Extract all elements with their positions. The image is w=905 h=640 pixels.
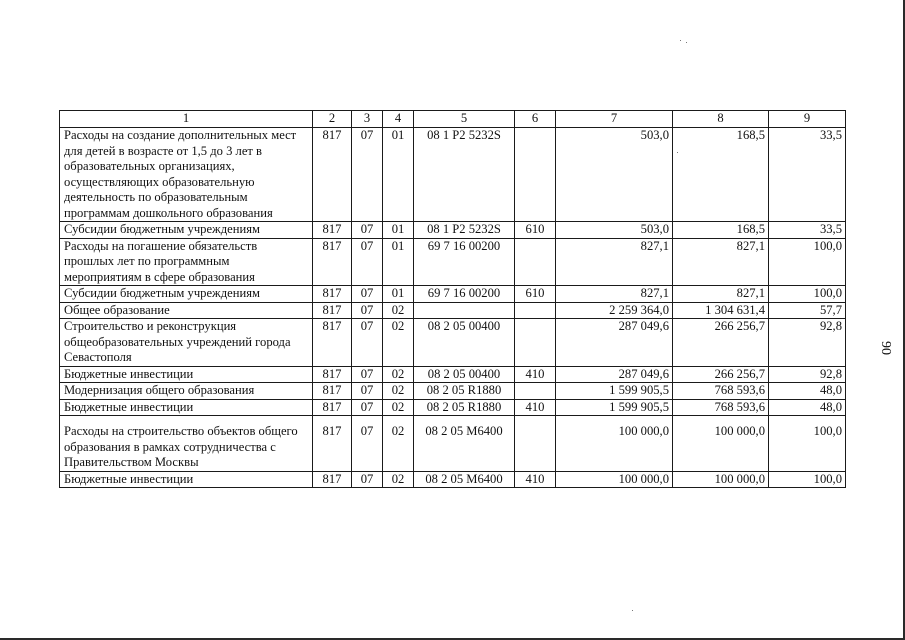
percent-cell: 33,5 (769, 222, 846, 239)
grbs-cell: 817 (313, 399, 352, 416)
subsection-cell: 02 (383, 302, 414, 319)
plan-amount-cell: 1 599 905,5 (556, 399, 673, 416)
header-row (60, 111, 846, 128)
expense-type-cell: 610 (515, 222, 556, 239)
target-article-cell: 08 1 P2 5232S (414, 128, 515, 222)
row-name-cell: Бюджетные инвестиции (60, 399, 313, 416)
table-row (60, 319, 846, 367)
expense-type-cell (515, 302, 556, 319)
scan-speck (686, 42, 687, 43)
section-cell: 07 (352, 302, 383, 319)
header-cell: 8 (673, 111, 769, 128)
header-cell: 9 (769, 111, 846, 128)
subsection-cell: 02 (383, 471, 414, 488)
percent-cell: 57,7 (769, 302, 846, 319)
grbs-cell: 817 (313, 286, 352, 303)
table-body (60, 111, 846, 488)
actual-amount-cell: 168,5 (673, 128, 769, 222)
row-name-cell: Бюджетные инвестиции (60, 366, 313, 383)
percent-cell: 92,8 (769, 319, 846, 367)
row-name-cell: Субсидии бюджетным учреждениям (60, 286, 313, 303)
grbs-cell: 817 (313, 383, 352, 400)
header-cell: 5 (414, 111, 515, 128)
target-article-cell (414, 302, 515, 319)
percent-cell: 48,0 (769, 383, 846, 400)
target-article-cell: 69 7 16 00200 (414, 286, 515, 303)
header-cell: 7 (556, 111, 673, 128)
actual-amount-cell: 827,1 (673, 286, 769, 303)
section-cell: 07 (352, 416, 383, 472)
plan-amount-cell: 287 049,6 (556, 319, 673, 367)
table-row (60, 399, 846, 416)
percent-cell: 100,0 (769, 416, 846, 472)
subsection-cell: 02 (383, 366, 414, 383)
subsection-cell: 02 (383, 399, 414, 416)
header-cell: 1 (60, 111, 313, 128)
section-cell: 07 (352, 319, 383, 367)
section-cell: 07 (352, 128, 383, 222)
grbs-cell: 817 (313, 416, 352, 472)
subsection-cell: 01 (383, 238, 414, 286)
expense-type-cell (515, 128, 556, 222)
grbs-cell: 817 (313, 238, 352, 286)
actual-amount-cell: 100 000,0 (673, 416, 769, 472)
row-name-cell: Модернизация общего образования (60, 383, 313, 400)
expense-type-cell: 410 (515, 399, 556, 416)
target-article-cell: 69 7 16 00200 (414, 238, 515, 286)
plan-amount-cell: 503,0 (556, 222, 673, 239)
budget-table (59, 110, 846, 488)
actual-amount-cell: 266 256,7 (673, 366, 769, 383)
plan-amount-cell: 827,1 (556, 238, 673, 286)
actual-amount-cell: 768 593,6 (673, 383, 769, 400)
percent-cell: 100,0 (769, 286, 846, 303)
table-row (60, 286, 846, 303)
actual-amount-cell: 768 593,6 (673, 399, 769, 416)
table-row (60, 383, 846, 400)
percent-cell: 100,0 (769, 238, 846, 286)
grbs-cell: 817 (313, 222, 352, 239)
row-name-cell: Субсидии бюджетным учреждениям (60, 222, 313, 239)
expense-type-cell: 610 (515, 286, 556, 303)
actual-amount-cell: 827,1 (673, 238, 769, 286)
subsection-cell: 01 (383, 286, 414, 303)
grbs-cell: 817 (313, 319, 352, 367)
percent-cell: 48,0 (769, 399, 846, 416)
target-article-cell: 08 2 05 00400 (414, 366, 515, 383)
subsection-cell: 02 (383, 416, 414, 472)
actual-amount-cell: 266 256,7 (673, 319, 769, 367)
header-cell: 2 (313, 111, 352, 128)
actual-amount-cell: 100 000,0 (673, 471, 769, 488)
section-cell: 07 (352, 286, 383, 303)
plan-amount-cell: 100 000,0 (556, 416, 673, 472)
subsection-cell: 02 (383, 319, 414, 367)
table-row (60, 302, 846, 319)
section-cell: 07 (352, 366, 383, 383)
target-article-cell: 08 2 05 M6400 (414, 416, 515, 472)
target-article-cell: 08 2 05 R1880 (414, 383, 515, 400)
target-article-cell: 08 2 05 M6400 (414, 471, 515, 488)
plan-amount-cell: 827,1 (556, 286, 673, 303)
plan-amount-cell: 503,0 (556, 128, 673, 222)
scan-speck (680, 40, 681, 41)
page-number: 90 (878, 341, 893, 355)
actual-amount-cell: 168,5 (673, 222, 769, 239)
header-cell: 6 (515, 111, 556, 128)
grbs-cell: 817 (313, 128, 352, 222)
subsection-cell: 01 (383, 222, 414, 239)
grbs-cell: 817 (313, 366, 352, 383)
expense-type-cell (515, 383, 556, 400)
grbs-cell: 817 (313, 471, 352, 488)
section-cell: 07 (352, 471, 383, 488)
target-article-cell: 08 2 05 00400 (414, 319, 515, 367)
subsection-cell: 02 (383, 383, 414, 400)
subsection-cell: 01 (383, 128, 414, 222)
header-cell: 4 (383, 111, 414, 128)
plan-amount-cell: 1 599 905,5 (556, 383, 673, 400)
row-name-cell: Расходы на погашение обязательств прошлых лет по программным мероприятиям в сфере образования (60, 238, 313, 286)
table-row (60, 222, 846, 239)
section-cell: 07 (352, 399, 383, 416)
expense-type-cell: 410 (515, 366, 556, 383)
percent-cell: 92,8 (769, 366, 846, 383)
row-name-cell: Расходы на строительство объектов общего образования в рамках сотрудничества с Правительством Москвы (60, 416, 313, 472)
target-article-cell: 08 2 05 R1880 (414, 399, 515, 416)
table-row (60, 471, 846, 488)
percent-cell: 100,0 (769, 471, 846, 488)
plan-amount-cell: 2 259 364,0 (556, 302, 673, 319)
percent-cell: 33,5 (769, 128, 846, 222)
section-cell: 07 (352, 238, 383, 286)
table-row (60, 366, 846, 383)
expense-type-cell (515, 238, 556, 286)
table-row (60, 238, 846, 286)
plan-amount-cell: 287 049,6 (556, 366, 673, 383)
header-cell: 3 (352, 111, 383, 128)
row-name-cell: Общее образование (60, 302, 313, 319)
expense-type-cell: 410 (515, 471, 556, 488)
scan-speck (632, 610, 633, 611)
plan-amount-cell: 100 000,0 (556, 471, 673, 488)
scan-speck (677, 152, 678, 153)
expense-type-cell (515, 416, 556, 472)
table-row (60, 416, 846, 472)
grbs-cell: 817 (313, 302, 352, 319)
row-name-cell: Бюджетные инвестиции (60, 471, 313, 488)
expense-type-cell (515, 319, 556, 367)
target-article-cell: 08 1 P2 5232S (414, 222, 515, 239)
section-cell: 07 (352, 383, 383, 400)
table-row (60, 128, 846, 222)
row-name-cell: Расходы на создание дополнительных мест для детей в возрасте от 1,5 до 3 лет в образовательных организациях, осуществляющих образовательную деятельность по образовательным программам дошкольного образования (60, 128, 313, 222)
actual-amount-cell: 1 304 631,4 (673, 302, 769, 319)
section-cell: 07 (352, 222, 383, 239)
row-name-cell: Строительство и реконструкция общеобразовательных учреждений города Севастополя (60, 319, 313, 367)
